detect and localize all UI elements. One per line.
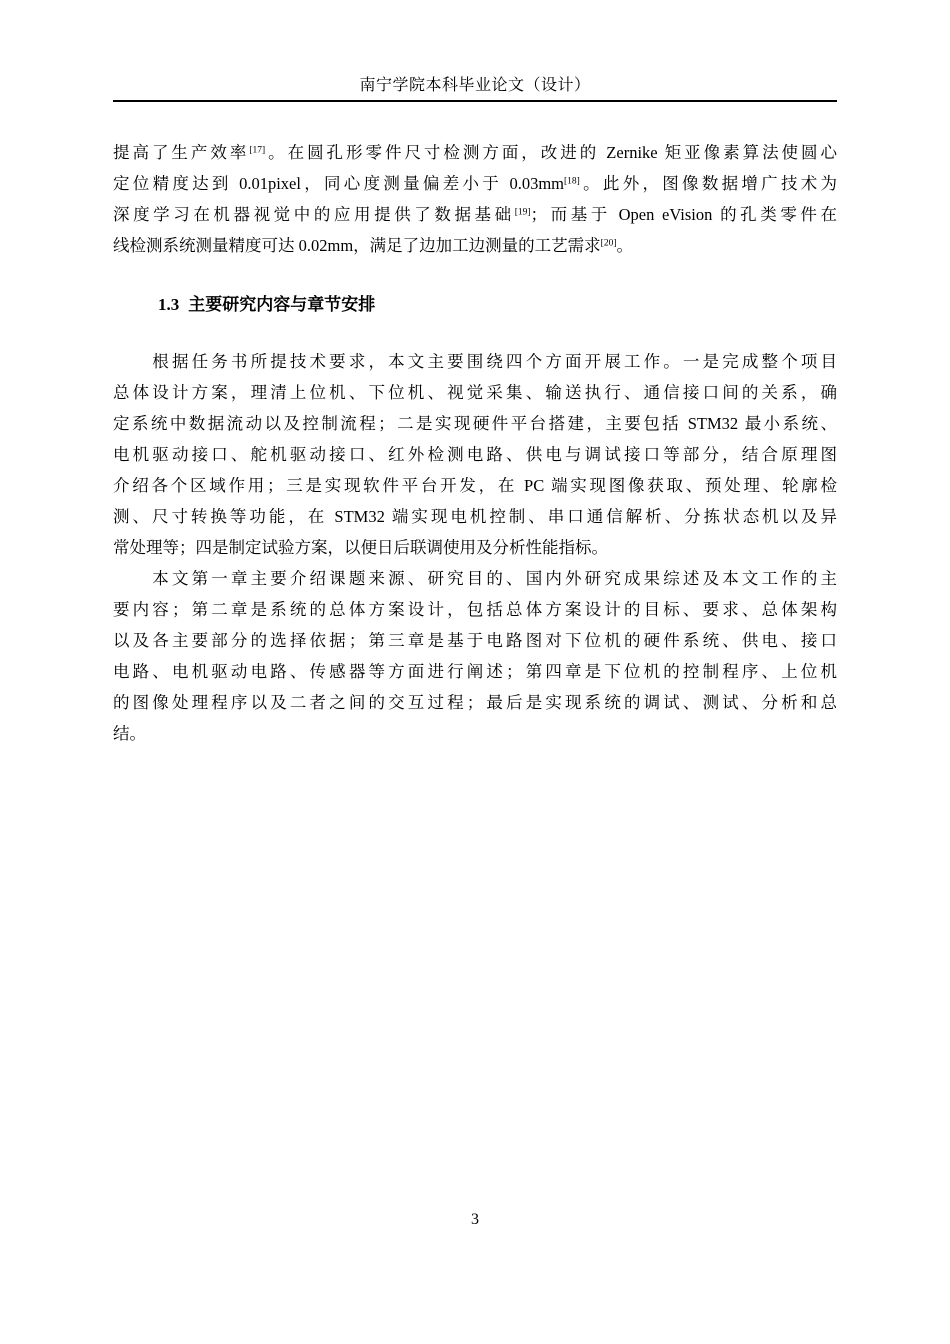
citation-ref: [20] <box>600 238 617 249</box>
text-line: 电路、电机驱动电路、传感器等方面进行阐述；第四章是下位机的控制程序、上位机 <box>113 662 837 681</box>
section-title: 主要研究内容与章节安排 <box>188 295 376 314</box>
intro-paragraph <box>113 137 837 261</box>
text-run: 提高了生产效率 <box>113 143 250 162</box>
text-line: 定系统中数据流动以及控制流程；二是实现硬件平台搭建，主要包括 STM32 最小系统、 <box>113 414 837 433</box>
text-run: 线检测系统测量精度可达 0.02mm，满足了边加工边测量的工艺需求 <box>113 236 601 255</box>
text-line: 总体设计方案，理清上位机、下位机、视觉采集、输送执行、通信接口间的关系，确 <box>113 383 837 402</box>
text-line: 常处理等；四是制定试验方案，以便日后联调使用及分析性能指标。 <box>113 538 608 557</box>
text-line: 以及各主要部分的选择依据；第三章是基于电路图对下位机的硬件系统、供电、接口 <box>113 631 837 650</box>
text-run: 。在圆孔形零件尺寸检测方面，改进的 Zernike 矩亚像素算法使圆心 <box>265 143 837 162</box>
body-text <box>113 346 837 749</box>
citation-ref: [17] <box>249 145 266 156</box>
citation-ref: [18] <box>564 176 580 187</box>
text-line: 结。 <box>113 724 146 743</box>
text-line <box>113 168 837 199</box>
text-run: 深度学习在机器视觉中的应用提供了数据基础 <box>113 205 515 224</box>
text-run: 定位精度达到 0.01pixel，同心度测量偏差小于 0.03mm <box>113 174 565 193</box>
text-line <box>113 199 837 230</box>
header-rule <box>113 100 837 102</box>
text-line: 根据任务书所提技术要求，本文主要围绕四个方面开展工作。一是完成整个项目 <box>113 352 837 371</box>
citation-ref: [19] <box>514 207 531 218</box>
text-line <box>113 137 837 168</box>
text-line: 测、尺寸转换等功能，在 STM32 端实现电机控制、串口通信解析、分拣状态机以及异 <box>113 507 837 526</box>
text-line <box>113 230 837 261</box>
text-line: 要内容；第二章是系统的总体方案设计，包括总体方案设计的目标、要求、总体架构 <box>113 600 837 619</box>
section-heading <box>158 290 375 320</box>
page-number: 3 <box>471 1211 479 1228</box>
text-line: 本文第一章主要介绍课题来源、研究目的、国内外研究成果综述及本文工作的主 <box>113 569 837 588</box>
section-number: 1.3 <box>158 295 180 314</box>
text-line: 电机驱动接口、舵机驱动接口、红外检测电路、供电与调试接口等部分，结合原理图 <box>113 445 837 464</box>
paragraph-chapter-arrangement <box>113 563 837 749</box>
text-run: 。 <box>616 236 633 255</box>
paragraph-research-content <box>113 346 837 563</box>
text-run: ；而基于 Open eVision 的孔类零件在 <box>530 205 838 224</box>
page-header: 南宁学院本科毕业论文（设计） <box>359 77 591 94</box>
text-line: 的图像处理程序以及二者之间的交互过程；最后是实现系统的调试、测试、分析和总 <box>113 693 837 712</box>
text-run: 。此外，图像数据增广技术为 <box>579 174 837 193</box>
intro-paragraph-text <box>113 137 837 261</box>
text-line: 介绍各个区域作用；三是实现软件平台开发，在 PC 端实现图像获取、预处理、轮廓检 <box>113 476 837 495</box>
